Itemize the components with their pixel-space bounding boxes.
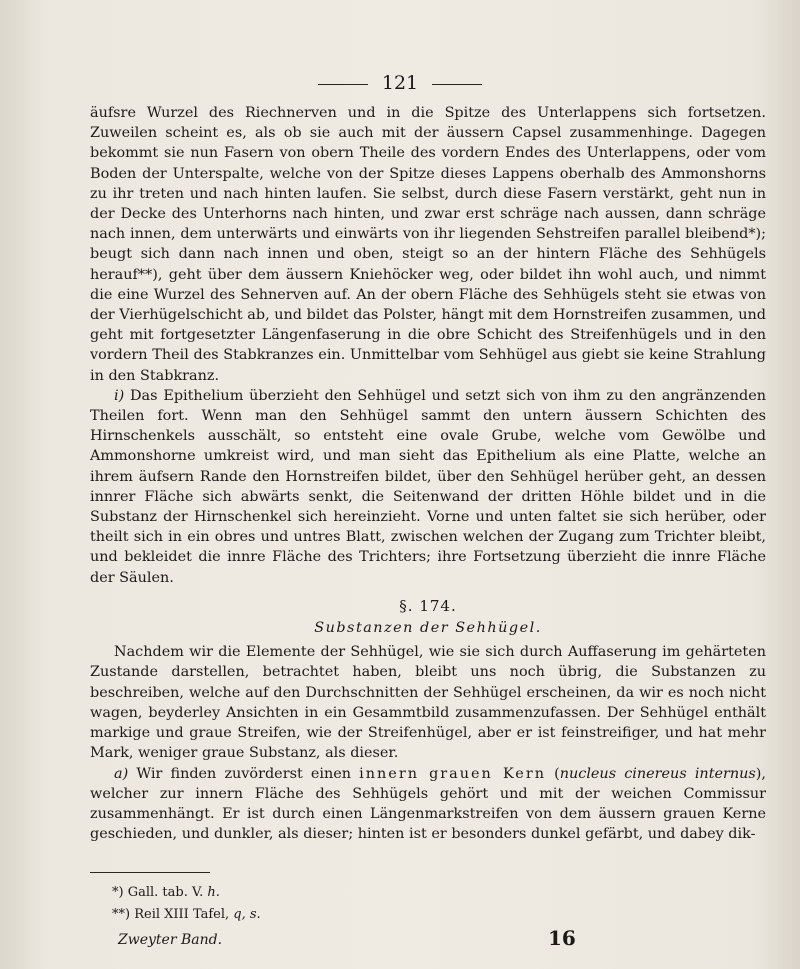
paragraph-3: Nachdem wir die Elemente der Sehhügel, wie sie sich durch Auffaserung im gehärteten Zustande darstellen, betrachtet haben, bleibt uns noch übrig, die Substanzen zu beschreiben, welche auf den Durchschnitten der Sehhügel erscheinen, da wir es noch nicht wagen, beyderley Ansichten in ein Gesammtbild zusammenzufassen. Der Sehhügel enthält markige und graue Streifen, wie der Streifenhügel, aber er ist feinstreifiger, und hat mehr Mark, weniger graue Substanz, als dieser. <box>90 644 766 762</box>
section-title: Substanzen der Sehhügel. <box>314 620 542 637</box>
footnote-rule <box>90 872 210 873</box>
paragraph-i-text: Das Epithelium überzieht den Sehhügel und setzt sich von ihm zu den angränzenden Theilen fort. Wenn man den Sehhügel sammt den untern äussern Schichten des Hirnschenkels ausschält, so entsteht eine ovale Grube, welche vom Gewölbe und Ammonshorne umkreist wird, und man sieht das Epithelium als eine Platte, welche an ihrem äufsern Rande den Hornstreifen bildet, über den Sehhügel herüber geht, an dessen innrer Fläche sich abwärts senkt, die Seitenwand der dritten Höhle bildet und in die Substanz der Hirnschenkel sich hereinzieht. Vorne und unten faltet sie sich herüber, oder theilt sich in ein obres und untres Blatt, zwischen welchen der Zugang zum Trichter bleibt, und bekleidet die innre Fläche des Trichters; ihre Fortsetzung überzieht die innre Fläche der Säulen. <box>90 387 766 586</box>
list-marker-a: a) <box>114 765 129 782</box>
footnote-1-mark: *) <box>112 885 124 900</box>
footnote-2-ref: q, s. <box>233 907 261 922</box>
paragraph-a-text-1: Wir finden zuvörderst einen <box>128 765 360 782</box>
section-number: §. 174. <box>399 596 457 615</box>
footnote-1 <box>112 882 261 904</box>
sheet-number: 16 <box>548 926 576 950</box>
footnote-1-ref: h. <box>207 885 220 900</box>
paragraph-a-text-2: ( <box>545 765 560 782</box>
paragraph-a-text-3: ), welcher zur innern Fläche des Sehhügels gehört und mit der weichen Commissur zusammenhängt. Er ist durch einen Längenmarkstreifen von dem äussern grauen Kerne geschieden, und dunkler, als dieser; hinten ist er besonders dunkel gefärbt, und dabey dik- <box>90 765 766 843</box>
header-rule-left <box>318 84 368 85</box>
header-rule-right <box>432 84 482 85</box>
list-marker-i: i) <box>114 387 125 404</box>
paragraph-a <box>90 764 766 845</box>
footnote-2-mark: **) <box>112 907 131 922</box>
footnotes <box>112 882 261 926</box>
paragraph-i <box>90 386 766 588</box>
latin-term: nucleus cinereus internus <box>559 765 756 782</box>
page-number: 121 <box>381 72 419 94</box>
text-body <box>90 103 766 844</box>
paragraph-1: äufsre Wurzel des Riechnerven und in die Spitze des Unterlappens sich fortsetzen. Zuweilen scheint es, als ob sie auch mit der äussern Capsel zusammenhinge. Dagegen bekommt sie nun Fasern von obern Theile des vordern Endes des Unterlappens, oder vom Boden der Unterspalte, welche von der Spitze dieses Lappens oberhalb des Ammonshorns zu ihr treten und nach hinten laufen. Sie selbst, durch diese Fasern verstärkt, geht nun in der Decke des Unterhorns nach hinten, und zwar erst schräge nach aussen, dann schräge nach innen, dem unterwärts und einwärts von ihr liegenden Sehstreifen parallel bleibend*); beugt sich dann nach innen und oben, steigt so an der hintern Fläche des Sehhügels herauf**), geht über dem äussern Kniehöcker weg, oder bildet ihn wohl auch, und nimmt die eine Wurzel des Sehnerven auf. An der obern Fläche des Sehhügels steht sie etwas von der Vierhügelschicht ab, und bildet das Polster, hängt mit dem Hornstreifen zusammen, und geht mit fortgesetzter Längenfaserung in die obre Schicht des Streifenhügels und in den vordern Theil des Stabkranzes ein. Unmittelbar vom Sehhügel aus giebt sie keine Strahlung in den Stabkranz. <box>90 105 766 384</box>
page-number-line <box>0 72 800 94</box>
footnote-2-text: Reil XIII Tafel, <box>134 907 230 922</box>
footnote-1-text: Gall. tab. V. <box>127 885 204 900</box>
spaced-term: innern grauen Kern <box>359 765 546 782</box>
footnote-2 <box>112 904 261 926</box>
volume-signature: Zweyter Band. <box>118 932 223 948</box>
